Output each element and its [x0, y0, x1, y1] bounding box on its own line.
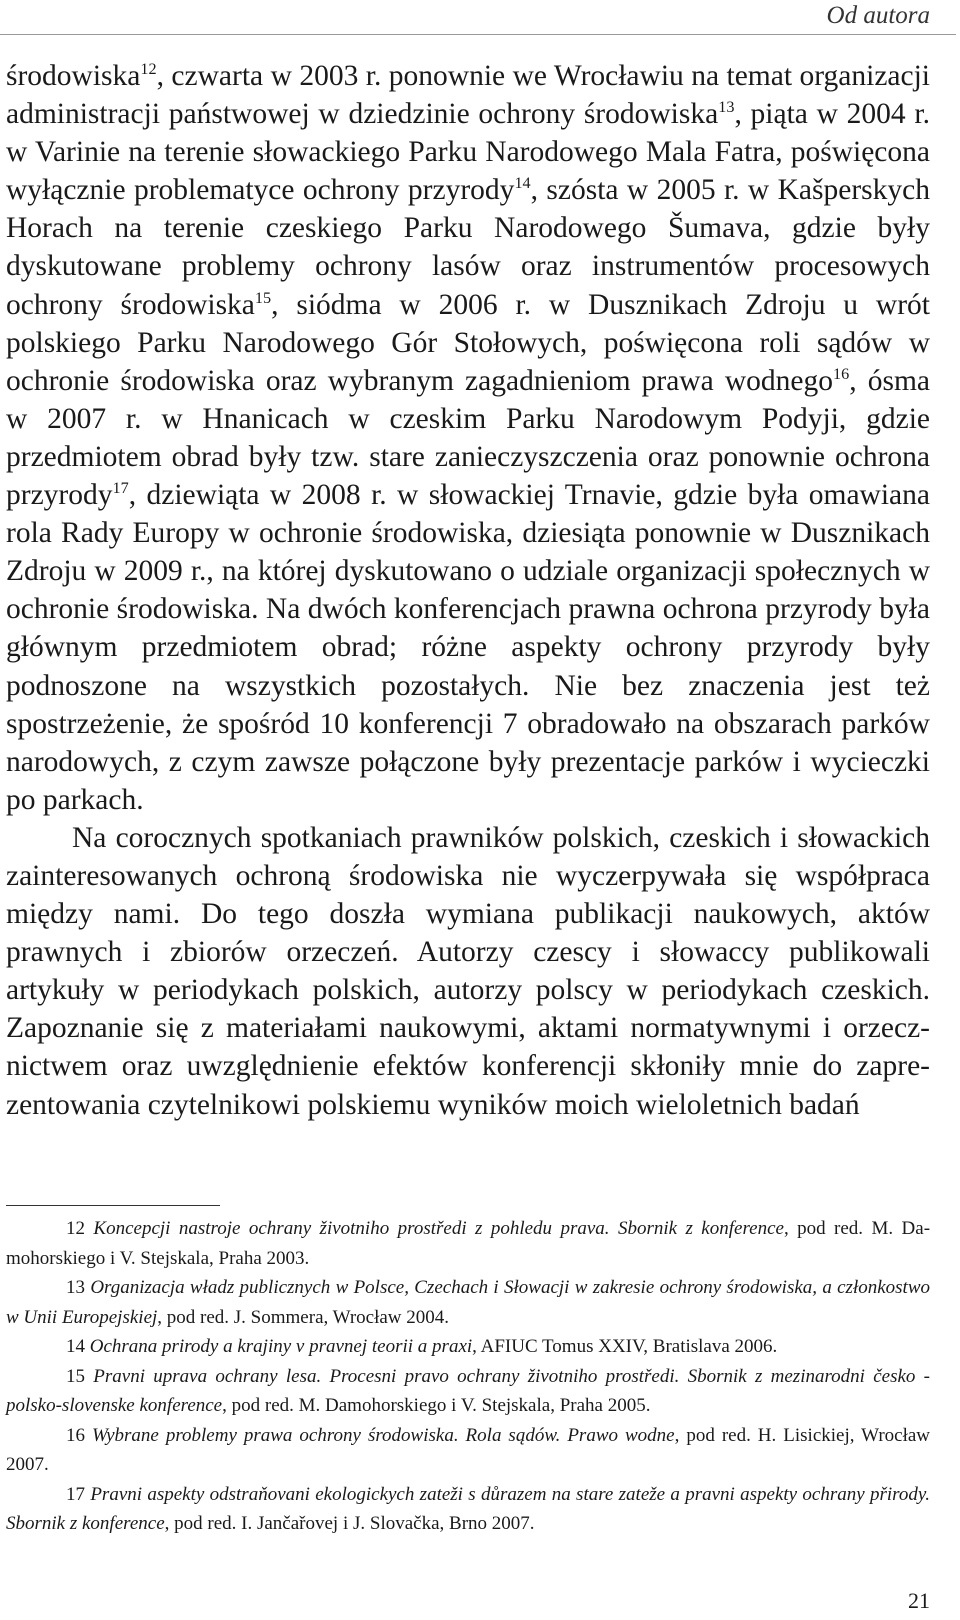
- footnote-ref: 13: [718, 98, 735, 117]
- footnotes: [6, 1214, 930, 1539]
- cited-title: Pravni uprava ochrany lesa. Procesni pravo ochrany životniho prostředi. Sbornik z mezinarodni česko -polsko-slovenske konference: [6, 1365, 930, 1416]
- cited-title: Pravni aspekty odstraňovani ekologickych zateži s důrazem na stare zateže a pravni aspekty ochrany přirody. Sbornik z konference: [6, 1483, 930, 1534]
- footnote-ref: 14: [514, 174, 531, 193]
- footnote-separator: [6, 1205, 220, 1206]
- footnote-14: 14 Ochrana prirody a krajiny v pravnej teorii a praxi, AFIUC Tomus XXIV, Bratislava 2006.: [66, 1336, 778, 1357]
- body-paragraph: środowiska$^{12}$, czwarta w 2003 r. ponownie we Wrocławiu na temat organizacji administracji państwowej w dziedzinie ochrony środowiska$^{13}$, piąta w 2004 r. w Varinie na terenie słowackiego Parku Narodowego Mala Fatra, poświęcona wyłącznie problematyce ochrony przyrody$^{14}$, szósta w 2005 r. w Kašperskych Horach na terenie czeskiego Parku Narodowego Šumava, gdzie były dyskutowane problemy ochrony lasów oraz instrumentów procesowych ochrony środowiska$^{15}$, siódma w 2006 r. w Dusznikach Zdroju u wrót polskiego Parku Narodowego Gór Stołowych, poświęcona roli sądów w ochronie środowiska oraz wybranym zagadnieniom prawa wodnego$^{16}$, ósma w 2007 r. w Hnanicach w czeskim Parku Narodowym Podyji, gdzie przedmiotem obrad były tzw. stare zanieczyszczenia oraz ponownie ochrona przyrody$^{17}$, dziewiąta w 2008 r. w słowackiej Trnavie, gdzie była omawiana rola Rady Europy w ochronie środowiska, dziesiąta ponownie w Dusznikach Zdroju w 2009 r., na której dyskutowano o udziale organizacji społecznych w ochronie środowiska. Na dwóch konferencjach prawna ochrona przyrody była głównym przedmiotem obrad; różne aspekty ochrony przyrody były podnoszone na wszystkich pozostałych. Nie bez znaczenia jest też spostrzeżenie, że spośród 10 konferencji 7 obradowało na obszarach parków narodowych, z czym zawsze połączone były prezentacje parków i wycieczki po parkach.: [6, 60, 930, 816]
- footnote-ref: 17: [112, 479, 129, 498]
- footnote-13: 13 Organizacja władz publicznych w Polsce, Czechach i Słowacji w zakresie ochrony środowiska, a członkostwo w Unii Europejskiej, pod red. J. Sommera, Wrocław 2004.: [6, 1277, 931, 1328]
- running-head: Od autora: [826, 2, 930, 29]
- footnote-15: 15 Pravni uprava ochrany lesa. Procesni pravo ochrany životniho prostředi. Sbornik z mezinarodni česko -polsko-slovenske konference, pod red. M. Damohorskiego i V. Stejskala, Praha 2005.: [6, 1365, 930, 1416]
- header-rule: [0, 34, 956, 35]
- cited-title: Ochrana prirody a krajiny v pravnej teorii a praxi: [89, 1336, 473, 1357]
- body-text: [6, 57, 930, 1124]
- cited-title: Koncepcji nastroje ochrany životniho prostředi z pohledu prava. Sbornik z konference: [93, 1218, 784, 1239]
- footnote-17: 17 Pravni aspekty odstraňovani ekologickych zateži s důrazem na stare zateže a pravni aspekty ochrany přirody. Sbornik z konference, pod red. I. Jančařovej i J. Slovačka, Brno 2007.: [6, 1483, 930, 1534]
- cited-title: Organizacja władz publicznych w Polsce, Czechach i Słowacji w zakresie ochrony środowiska, a członkostwo w Unii Europejskiej: [6, 1277, 931, 1328]
- footnote-12: 12 Koncepcji nastroje ochrany životniho prostředi z pohledu prava. Sbornik z konference, pod red. M. Damohorskiego i V. Stejskala, Praha 2003.: [6, 1218, 931, 1269]
- page-number: 21: [908, 1588, 930, 1613]
- body-paragraph: Na corocznych spotkaniach prawników polskich, czeskich i słowackich zainteresowanych ochroną środowiska nie wyczerpywała się współpraca między nami. Do tego doszła wymiana publikacji naukowych, aktów prawnych i zbiorów orzeczeń. Autorzy czescy i słowaccy publikowali artykuły w periodykach polskich, autorzy polscy w periodykach czeskich. Zapoznanie się z materiałami naukowymi, aktami normatywnymi i orzecznictwem oraz uwzględnienie efektów konferencji skłoniły mnie do zaprezentowania czytelnikowi polskiemu wyników moich wieloletnich badań: [6, 821, 930, 1121]
- footnote-ref: 15: [254, 288, 272, 307]
- cited-title: Wybrane problemy prawa ochrony środowiska. Rola sądów. Prawo wodne: [92, 1424, 675, 1446]
- footnote-16: 16 Wybrane problemy prawa ochrony środowiska. Rola sądów. Prawo wodne, pod red. H. Lisickiej, Wrocław 2007.: [6, 1424, 931, 1475]
- footnote-ref: 16: [833, 364, 850, 383]
- footnote-ref: 12: [140, 60, 157, 79]
